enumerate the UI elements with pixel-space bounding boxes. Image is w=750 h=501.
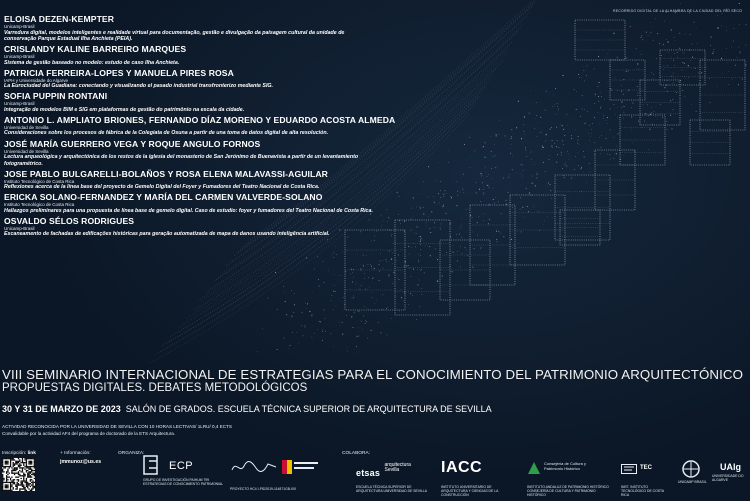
signature-mark-icon [230,458,280,476]
iacc-logo: IACC [441,459,483,476]
talk-institution: IAPH y Universidade do Algarve [4,77,69,83]
ministry-logo-icon [282,459,320,475]
talk-entry [4,91,374,113]
talk-entry [4,114,396,137]
talk-author: OSVALDO SÉLOS RODRIGUES [4,215,135,226]
etsas-logo [356,462,411,481]
talk-author: ELOISA DEZEN-KEMPTER [4,14,115,24]
ecp-logo-text: ECP [169,460,194,472]
info-label: + Información: [60,451,91,456]
tec-logo-text: TEC [640,465,652,471]
talk-author: ERICKA SOLANO-FERNANDEZ Y MARÍA DEL CARMEN VALVERDE-SOLANO [4,192,323,203]
seminar-subtitle: PROPUESTAS DIGITALES. DEBATES METODOLÓGICOS [2,382,308,394]
junta-caption: INSTITUTO ANDALUZ DE PATRIMONIO HISTÓRICO CONSEJERÍA DE CULTURA Y PATRIMONIO HISTÓRICO [527,485,609,497]
talk-entry [4,14,374,43]
unicamp-emblem-icon [680,460,702,478]
talk-institution: Universidad de Sevilla [4,148,49,154]
talk-entry [4,139,374,168]
talk-entry [4,44,374,66]
registration-qr-code[interactable] [2,458,35,491]
seminar-headline [2,367,750,395]
talk-author: JOSÉ MARÍA GUERRERO VEGA Y ROQUE ANGULO FORNOS [4,138,261,149]
talk-institution: Unicamp-Brasil [4,101,35,107]
iacc-caption: INSTITUTO UNIVERSITARIO DE ARQUITECTURA Y CIENCIAS DE LA CONSTRUCCIÓN [441,485,499,497]
seminar-title: VIII SEMINARIO INTERNACIONAL DE ESTRATEGIAS PARA EL CONOCIMIENTO DEL PATRIMONIO ARQUITECTÓNICO [2,367,744,382]
talk-author: JOSE PABLO BULGARELLI-BOLAÑOS Y ROSA ELENA MALAVASSI-AGUILAR [4,168,328,179]
ecp-emblem-icon [143,455,171,475]
collaborator-label: COLABORA: [342,451,370,456]
talk-title: Varredura digital, modelos inteligentes e realidade virtual para documentação, gestão e divulgação da paisagem cultural da unidade de conservação Parque Estadual Ilha Anchieta (PEIA). [4,29,345,43]
talk-author: PATRICIA FERREIRA-LOPES Y MANUELA PIRES ROSA [4,67,234,78]
etsas-caption: ESCUELA TÉCNICA SUPERIOR DE ARQUITECTURA UNIVERSIDAD DE SEVILLA [356,485,428,493]
etsas-logo-text: etsas [356,468,381,478]
junta-andalucia-icon [527,461,541,475]
corner-caption: RECORRIDO DIGITAL DE LA ALHAMBRA DE LA CIUDAD DEL RÍO SECO [613,9,742,13]
project-caption: PROYECTO HC4 I-PID2019-114871GB-I00 [230,487,296,491]
talk-title: Hallazgos preliminares para una propuesta de línea base de gemelo digital. Caso de estudio: foyer y fumadores del Teatro Nacional de Costa Rica. [4,207,373,214]
ualg-caption: UNIVERSIDADE DO ALGARVE [712,474,744,482]
event-date: 30 Y 31 DE MARZO DE 2023 [2,404,121,414]
talk-entry [4,192,374,214]
talk-author: SOFIA PUPPIN RONTANI [4,91,108,102]
registration-label-text: Inscripción: [2,451,27,456]
credit-note: ACTIVIDAD RECONOCIDA POR LA UNIVERSIDAD DE SEVILLA CON 10 HORAS LECTIVAS/ 1LRU/ 0,4 ECTS [2,424,232,429]
talk-author: CRISLANDY KALINE BARREIRO MARQUES [4,44,187,55]
talk-institution: Universidad de Sevilla [4,124,49,130]
ualg-logo: UAlg [720,462,741,472]
talk-entry [4,216,374,238]
talk-title: Consideraciones sobre los procesos de fábrica de la Colegiata de Osuna a partir de una toma de datos digital de alta resolución. [4,130,329,137]
talk-institution: Unicamp-Brasil [4,225,35,231]
talk-title: Reflexiones acerca de la línea base del proyecto de Gemelo Digital del Foyer y Fumadores del Teatro Nacional de Costa Rica. [4,184,320,191]
event-venue: SALÓN DE GRADOS. ESCUELA TÉCNICA SUPERIOR DE ARQUITECTURA DE SEVILLA [125,404,492,414]
talk-institution: Instituto Tecnológico de Costa Rica [4,202,75,208]
talk-institution: Unicamp-Brasil [4,24,35,29]
talk-author: ANTONIO L. AMPLIATO BRIONES, FERNANDO DÍAZ MORENO Y EDUARDO ACOSTA ALMEDA [4,114,396,125]
talk-title: Sistema de gestão baseado no modelo: estudo de caso Ilha Anchieta. [4,59,180,66]
registration-label [2,451,36,456]
talk-title: Lectura arqueológica y arquitectónica de los restos de la iglesia del monasterio de San Jerónimo de Buenavista a partir de un levantamiento fotogramétrico. [4,154,359,167]
registration-link[interactable]: link [27,451,36,456]
contact-email-link[interactable]: jmmunoz@us.es [60,459,102,465]
talk-institution: Instituto Tecnológico de Costa Rica [4,178,75,184]
talk-title: La Eurociudad del Guadiana: conectando y visualizando el pasado industrial transfronterizo mediante SIG. [4,83,274,90]
credit-note: Convalidable por la actividad AF4 del programa de doctorado de la ETS Arquitectura. [2,430,176,436]
talk-list [4,14,396,240]
junta-logo-text: Consejería de Cultura y Patrimonio Histórico [544,461,587,471]
talk-institution: Unicamp-Brasil [4,54,35,60]
ecp-logo [143,455,194,480]
ecp-caption: GRUPO DE INVESTIGACIÓN PAIHUM 799 ESTRATEGIAS DE CONOCIMIENTO PATRIMONIAL [143,478,224,486]
organizer-label: ORGANIZA: [118,451,145,456]
talk-entry [4,169,374,191]
tec-caption: INST. INSTITUTO TECNOLÓGICO DE COSTA RICA [621,485,664,497]
talk-title: Escaneamento de fachadas de edificações históricas para geração automatizada de mapa de danos usando inteligência artificial. [4,231,330,238]
event-date-venue [2,404,492,414]
talk-title: Integração de modelos BIM e SIG em plataformas de gestão do patrimônio na escala da cidade. [4,106,245,113]
unicamp-caption: UNICAMP BRASIL [678,480,707,484]
credit-notes [2,424,232,437]
tec-emblem-icon [621,464,637,474]
etsas-logo-suffix: arquitectura Sevilla [384,462,411,473]
talk-entry [4,68,374,90]
